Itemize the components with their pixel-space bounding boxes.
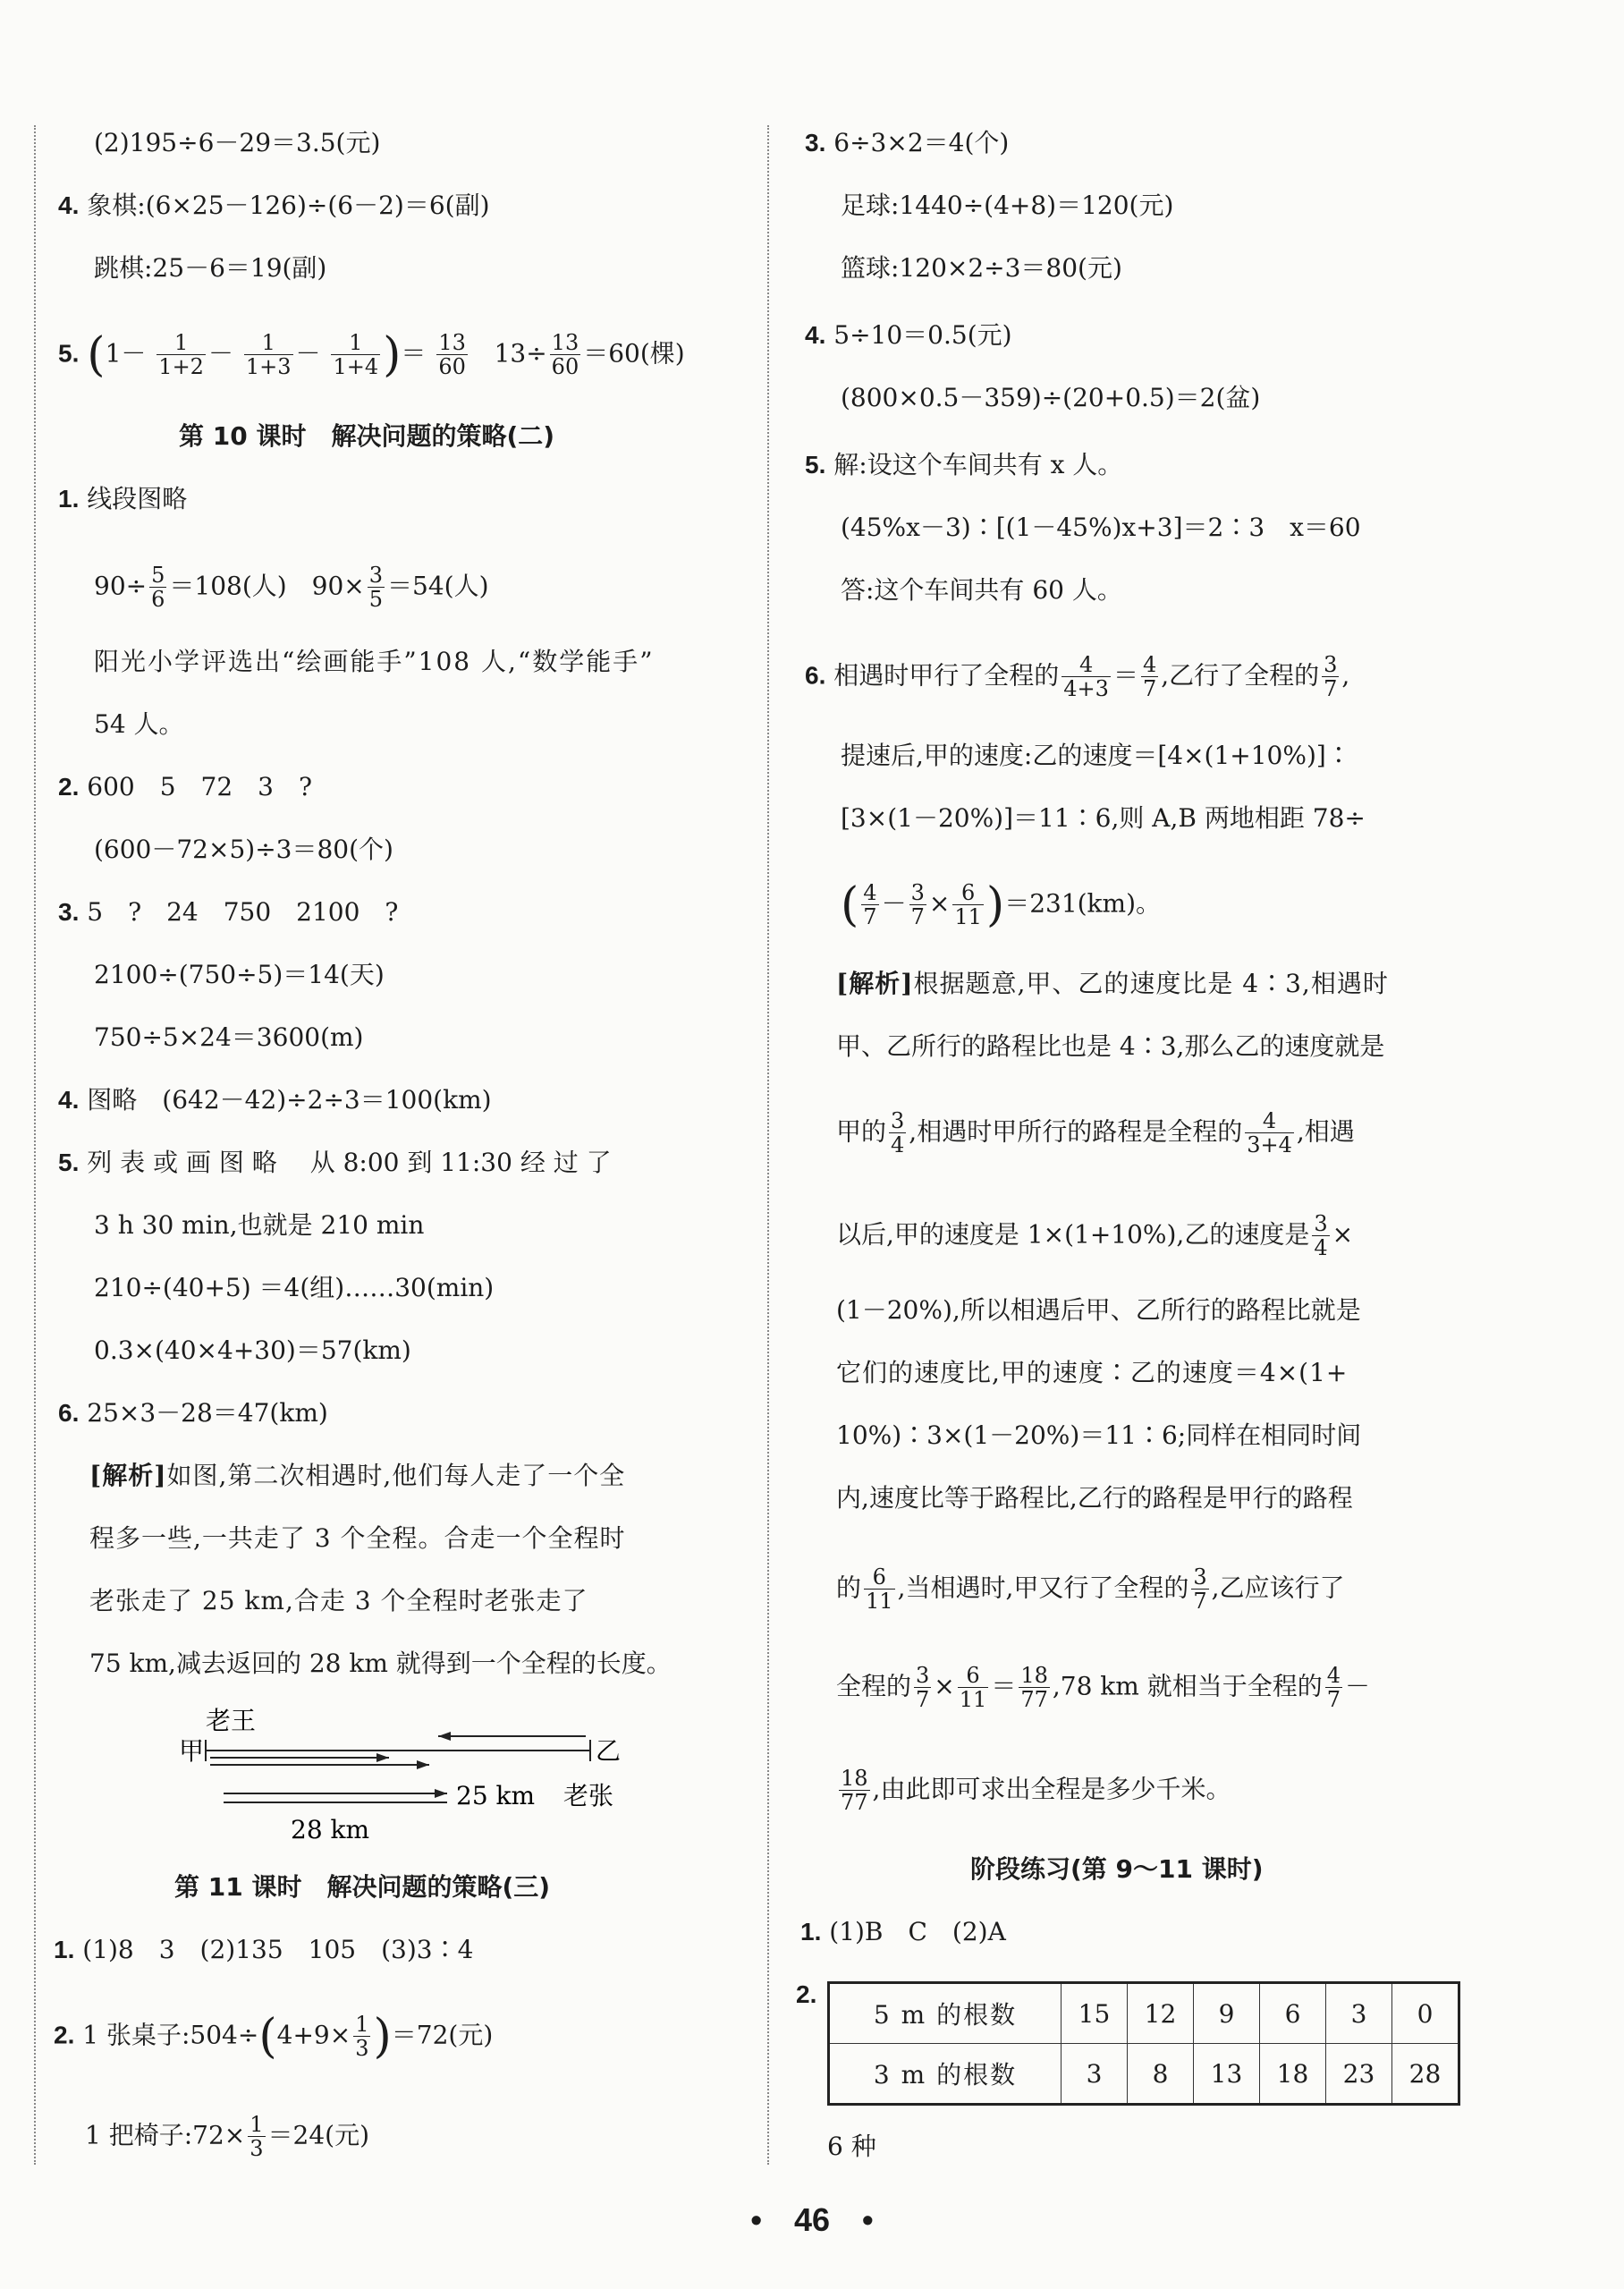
analysis-tag: [解析] xyxy=(89,1461,167,1490)
question-3 xyxy=(805,125,1009,161)
answer-line: (1)B C (2)A xyxy=(829,1917,1006,1946)
table-cell: 23 xyxy=(1326,2044,1392,2105)
arrow-head xyxy=(376,1753,389,1762)
question-number: 2. xyxy=(796,1980,817,2008)
minus: － xyxy=(207,338,233,369)
fraction: $\frac{18}{77}$ xyxy=(1020,1663,1048,1713)
paren-close: ) xyxy=(383,327,402,382)
page-number: • 46 • xyxy=(750,2201,874,2238)
analysis-line: 老张走了 25 km,合走 3 个全程时老张走了 xyxy=(89,1586,588,1615)
answer-line: 210÷(40+5) ＝4(组)……30(min) xyxy=(94,1273,495,1302)
answer-line: 2100÷(750÷5)＝14(天) xyxy=(94,960,385,989)
rod-count-table xyxy=(827,1981,1460,2106)
margin-rule xyxy=(34,125,36,2165)
answer-line: 图略 (642－42)÷2÷3＝100(km) xyxy=(87,1085,492,1115)
expr: 1－ xyxy=(105,338,147,369)
question-6 xyxy=(58,1395,328,1431)
question-1 xyxy=(54,1932,473,1968)
question-5 xyxy=(805,447,1122,483)
answer-line: 25×3－28＝47(km) xyxy=(87,1398,328,1428)
question-4 xyxy=(805,318,1012,353)
section-heading-11: 第 11 课时 解决问题的策略(三) xyxy=(174,1872,551,1902)
fraction: $\frac{3}{7}$ xyxy=(1193,1564,1207,1615)
answer-line: (600－72×5)÷3＝80(个) xyxy=(94,835,393,864)
question-number: 6. xyxy=(805,661,826,690)
table-cell: 12 xyxy=(1128,1983,1194,2044)
answer-line: 阳光小学评选出“绘画能手”108 人,“数学能手” xyxy=(94,647,655,676)
answer-line: (800×0.5－359)÷(20+0.5)＝2(盆) xyxy=(841,383,1261,412)
question-number: 3. xyxy=(58,898,80,926)
arrow-head xyxy=(417,1760,429,1769)
table-cell: 6 xyxy=(1260,1983,1326,2044)
table-row xyxy=(829,1983,1459,2044)
fraction: $\frac{3}{7}$ xyxy=(910,880,925,930)
fraction: $\frac{3}{7}$ xyxy=(1324,652,1338,702)
table-row xyxy=(829,2044,1459,2105)
fraction: $\frac{4}{7}$ xyxy=(1142,652,1157,702)
fraction: $\frac{13}{60}$ xyxy=(551,330,579,380)
question-5 xyxy=(58,327,685,382)
analysis-line: [解析]根据题意,甲、乙的速度比是 4∶3,相遇时 xyxy=(836,969,1389,998)
fraction: $\frac{3}{5}$ xyxy=(368,563,384,613)
answer-line: 象棋:(6×25－126)÷(6－2)＝6(副) xyxy=(87,191,490,220)
fraction: $\frac{4}{3+4}$ xyxy=(1247,1108,1292,1158)
answer-line: 90÷ $\frac{5}{6}$ ＝108(人) 90× $\frac{3}{5}$ ＝54(人) xyxy=(94,563,489,613)
minus: － xyxy=(295,338,321,369)
analysis-line: 75 km,减去返回的 28 km 就得到一个全程的长度。 xyxy=(89,1649,672,1678)
expr: 13÷ xyxy=(494,338,547,369)
table-cell: 28 xyxy=(1392,2044,1459,2105)
question-number: 2. xyxy=(54,2021,75,2049)
fraction: $\frac{6}{11}$ xyxy=(959,1663,987,1713)
analysis-line: 甲的 $\frac{3}{4}$ ,相遇时甲所行的路程是全程的 $\frac{4}{3+4}$ ,相遇 xyxy=(836,1108,1355,1158)
right-column xyxy=(769,0,1624,2165)
route-diagram xyxy=(179,1704,644,1847)
answer-line: 答:这个车间共有 60 人。 xyxy=(841,575,1122,605)
analysis-line: 程多一些,一共走了 3 个全程。合走一个全程时 xyxy=(89,1523,626,1553)
fraction: $\frac{4}{7}$ xyxy=(1326,1663,1341,1713)
section-heading-stage: 阶段练习(第 9～11 课时) xyxy=(970,1854,1264,1884)
answer-line: 足球:1440÷(4+8)＝120(元) xyxy=(841,191,1174,220)
label-25km: 25 km xyxy=(456,1781,536,1810)
fraction: $\frac{3}{7}$ xyxy=(916,1663,930,1713)
answer-line: 5 ? 24 750 2100 ? xyxy=(87,897,399,927)
question-6: 6. 相遇时甲行了全程的 $\frac{4}{4+3}$ ＝ $\frac{4}{7}$ ,乙行了全程的 $\frac{3}{7}$ , xyxy=(805,652,1350,702)
paren-open: ( xyxy=(87,327,106,382)
answer-line: 篮球:120×2÷3＝80(元) xyxy=(841,253,1122,283)
question-4 xyxy=(58,1082,492,1118)
fraction: $\frac{1}{1+3}$ xyxy=(245,330,292,380)
question-1 xyxy=(58,481,187,517)
fraction: $\frac{3}{4}$ xyxy=(1314,1211,1328,1261)
question-2: 2. 1 张桌子:504÷(4+9× $\frac{1}{3}$ )＝72(元) xyxy=(54,2009,494,2064)
answer-line: 600 5 72 3 ? xyxy=(87,772,312,801)
arrow-head xyxy=(435,1789,447,1798)
answer-line: 6 种 xyxy=(827,2132,876,2161)
answer-line: 列 表 或 画 图 略 从 8:00 到 11:30 经 过 了 xyxy=(87,1148,612,1177)
answer-line: 解:设这个车间共有 x 人。 xyxy=(833,450,1123,479)
answer-line: 提速后,甲的速度:乙的速度＝[4×(1+10%)]∶ xyxy=(841,741,1351,770)
question-number: 6. xyxy=(58,1399,80,1427)
analysis-line: [解析]如图,第二次相遇时,他们每人走了一个全 xyxy=(89,1461,626,1490)
arrow-head xyxy=(438,1732,451,1741)
answer-line: 跳棋:25－6＝19(副) xyxy=(94,253,327,283)
left-column xyxy=(0,0,769,2165)
fraction: $\frac{13}{60}$ xyxy=(438,330,466,380)
question-4 xyxy=(58,188,490,224)
question-3 xyxy=(58,894,398,930)
fraction: $\frac{3}{4}$ xyxy=(891,1108,905,1158)
question-number: 1. xyxy=(54,1936,75,1963)
answer-line: 750÷5×24＝3600(m) xyxy=(94,1022,364,1052)
answer-line: (45%x－3)∶[(1－45%)x+3]＝2∶3 x＝60 xyxy=(841,513,1361,542)
analysis-line: 10%)∶3×(1－20%)＝11∶6;同样在相同时间 xyxy=(836,1420,1362,1450)
table-cell: 18 xyxy=(1260,2044,1326,2105)
analysis-line: 它们的速度比,甲的速度∶乙的速度＝4×(1+ xyxy=(836,1358,1349,1387)
table-cell: 9 xyxy=(1194,1983,1260,2044)
fraction: $\frac{4}{4+3}$ xyxy=(1063,652,1109,702)
fraction: $\frac{1}{1+4}$ xyxy=(333,330,379,380)
question-number: 2. xyxy=(58,773,80,801)
equals: ＝ xyxy=(401,338,427,369)
answer-line: 1 把椅子:72× $\frac{1}{3}$ ＝24(元) xyxy=(85,2112,370,2162)
question-number: 3. xyxy=(805,129,826,157)
question-number: 1. xyxy=(58,485,80,513)
table-cell: 3 xyxy=(1062,2044,1128,2105)
fraction: $\frac{1}{1+2}$ xyxy=(158,330,204,380)
table-cell: 13 xyxy=(1194,2044,1260,2105)
analysis-tag: [解析] xyxy=(836,969,914,998)
analysis-line: 的 $\frac{6}{11}$ ,当相遇时,甲又行了全程的 $\frac{3}{7}$ ,乙应该行了 xyxy=(836,1564,1345,1615)
table-cell: 15 xyxy=(1062,1983,1128,2044)
question-number: 4. xyxy=(58,1086,80,1114)
row-header: 5 m 的根数 xyxy=(829,1983,1062,2044)
fraction: $\frac{1}{3}$ xyxy=(250,2112,264,2162)
answer-line: (1)8 3 (2)135 105 (3)3∶4 xyxy=(82,1935,474,1964)
question-number: 5. xyxy=(58,339,80,368)
analysis-line: 以后,甲的速度是 1×(1+10%),乙的速度是 $\frac{3}{4}$ × xyxy=(836,1211,1354,1261)
analysis-line: 甲、乙所行的路程比也是 4∶3,那么乙的速度就是 xyxy=(836,1031,1385,1061)
question-number: 1. xyxy=(800,1918,822,1946)
analysis-line: 内,速度比等于路程比,乙行的路程是甲行的路程 xyxy=(836,1483,1353,1513)
answer-line: 0.3×(40×4+30)＝57(km) xyxy=(94,1335,411,1365)
fraction: $\frac{5}{6}$ xyxy=(151,563,165,613)
fraction: $\frac{18}{77}$ xyxy=(841,1766,868,1816)
answer-line: ( $\frac{4}{7}$ － $\frac{3}{7}$ × $\frac{6}{11}$ )＝231(km)。 xyxy=(841,877,1161,932)
table-cell: 3 xyxy=(1326,1983,1392,2044)
question-1 xyxy=(800,1914,1006,1950)
question-number: 4. xyxy=(58,191,80,219)
answer-line: 54 人。 xyxy=(94,709,184,739)
question-5 xyxy=(58,1145,612,1181)
answer-line: [3×(1－20%)]＝11∶6,则 A,B 两地相距 78÷ xyxy=(841,803,1366,833)
answer-line: 5÷10＝0.5(元) xyxy=(833,320,1012,350)
fraction: $\frac{1}{3}$ xyxy=(355,2012,369,2062)
label-yi: 乙 xyxy=(596,1736,622,1766)
analysis-line: (1－20%),所以相遇后甲、乙所行的路程比就是 xyxy=(836,1295,1361,1325)
label-28km: 28 km xyxy=(291,1815,370,1844)
analysis-line: $\frac{18}{77}$ ,由此即可求出全程是多少千米。 xyxy=(841,1766,1231,1816)
question-number: 5. xyxy=(58,1149,80,1176)
question-number: 4. xyxy=(805,321,826,349)
analysis-line: 全程的 $\frac{3}{7}$ × $\frac{6}{11}$ ＝ $\frac{18}{77}$ ,78 km 就相当于全程的 $\frac{4}{7}$ － xyxy=(836,1663,1371,1713)
fraction: $\frac{6}{11}$ xyxy=(954,880,982,930)
label-jia: 甲 xyxy=(179,1736,205,1766)
answer-line: (2)195÷6－29＝3.5(元) xyxy=(94,128,381,157)
expr: ＝60(棵) xyxy=(583,338,685,369)
section-heading-10: 第 10 课时 解决问题的策略(二) xyxy=(179,421,555,451)
question-2 xyxy=(58,769,312,805)
table-cell: 8 xyxy=(1128,2044,1194,2105)
row-header: 3 m 的根数 xyxy=(829,2044,1062,2105)
answer-line: 3 h 30 min,也就是 210 min xyxy=(94,1210,425,1240)
label-lao-zhang: 老张 xyxy=(563,1781,614,1810)
question-number: 5. xyxy=(805,451,826,479)
answer-line: 线段图略 xyxy=(87,484,188,513)
table-cell: 0 xyxy=(1392,1983,1459,2044)
fraction: $\frac{4}{7}$ xyxy=(863,880,877,930)
label-lao-wang: 老王 xyxy=(206,1706,257,1735)
answer-line: 6÷3×2＝4(个) xyxy=(833,128,1010,157)
fraction: $\frac{6}{11}$ xyxy=(866,1564,893,1615)
